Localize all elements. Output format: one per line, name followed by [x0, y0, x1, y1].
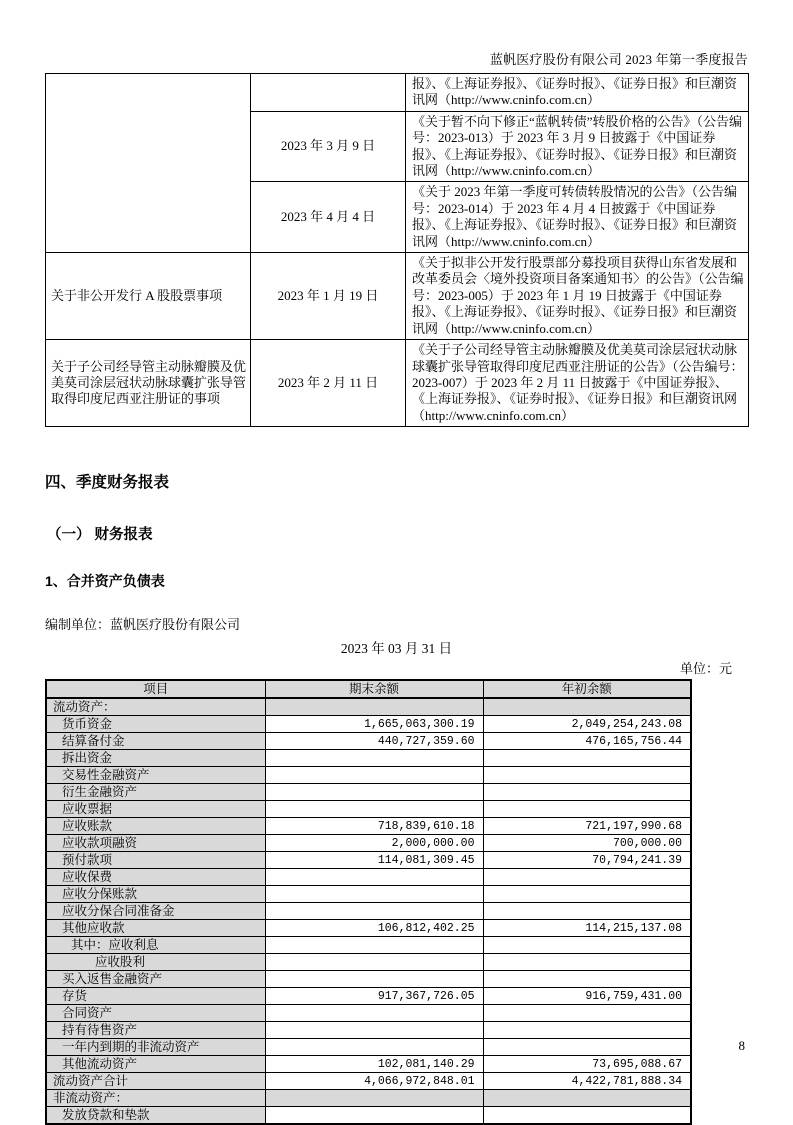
beginning-balance-cell: 721,197,990.68 — [483, 818, 691, 835]
ending-balance-cell: 102,081,140.29 — [265, 1056, 483, 1073]
announcement-date-cell — [251, 74, 406, 112]
beginning-balance-cell — [483, 784, 691, 801]
announcement-row — [46, 253, 749, 340]
item-label-cell: 衍生金融资产 — [46, 784, 265, 801]
announcement-row — [46, 74, 749, 112]
balance-sheet-table — [45, 679, 692, 1125]
beginning-balance-cell: 73,695,088.67 — [483, 1056, 691, 1073]
ending-balance-cell — [265, 954, 483, 971]
beginning-balance-cell: 4,422,781,888.34 — [483, 1073, 691, 1090]
item-label-cell: 应收款项融资 — [46, 835, 265, 852]
item-label-cell: 结算备付金 — [46, 733, 265, 750]
announcement-date-cell: 2023 年 3 月 9 日 — [251, 111, 406, 182]
beginning-balance-cell — [483, 767, 691, 784]
balance-sheet-row — [46, 920, 691, 937]
beginning-balance-cell — [483, 903, 691, 920]
beginning-balance-cell: 916,759,431.00 — [483, 988, 691, 1005]
item-label-cell: 应收股利 — [46, 954, 265, 971]
beginning-balance-cell — [483, 1039, 691, 1056]
balance-sheet-row — [46, 903, 691, 920]
balance-sheet-row — [46, 869, 691, 886]
balance-sheet-row — [46, 818, 691, 835]
item-label-cell: 非流动资产： — [46, 1090, 265, 1107]
balance-sheet-row — [46, 698, 691, 716]
item-label-cell: 其中：应收利息 — [46, 937, 265, 954]
balance-sheet-row — [46, 1073, 691, 1090]
announcement-desc-cell: 报》、《上海证券报》、《证券时报》、《证券日报》和巨潮资讯网（http://www.cninfo.com.cn） — [406, 74, 749, 112]
balance-sheet-header-row — [46, 680, 691, 698]
announcement-date-cell: 2023 年 4 月 4 日 — [251, 182, 406, 253]
unit-label: 单位：元 — [679, 661, 732, 677]
beginning-balance-cell — [483, 1090, 691, 1107]
page-number: 8 — [738, 1038, 745, 1053]
beginning-balance-cell — [483, 954, 691, 971]
beginning-balance-cell: 2,049,254,243.08 — [483, 716, 691, 733]
balance-sheet-row — [46, 1022, 691, 1039]
item-label-cell: 应收票据 — [46, 801, 265, 818]
balance-sheet-row — [46, 784, 691, 801]
announcements-table — [45, 73, 749, 427]
ending-balance-cell — [265, 1039, 483, 1056]
item-label-cell: 买入返售金融资产 — [46, 971, 265, 988]
statement-date: 2023 年 03 月 31 日 — [340, 641, 453, 657]
beginning-balance-cell — [483, 1022, 691, 1039]
announcement-desc-cell: 《关于子公司经导管主动脉瓣膜及优美莫司涂层冠状动脉球囊扩张导管取得印度尼西亚注册证的公告》（公告编号：2023-007）于 2023 年 2 月 11 日披露于《中国证券报》、《上海证券报》、《证券时报》、《证券日报》和巨潮资讯网（http://www.cninfo.com.cn） — [406, 340, 749, 427]
ending-balance-cell — [265, 698, 483, 716]
prepared-by-line: 编制单位：蓝帆医疗股份有限公司 — [45, 617, 241, 633]
balance-sheet-row — [46, 1056, 691, 1073]
ending-balance-cell — [265, 784, 483, 801]
item-label-cell: 应收分保合同准备金 — [46, 903, 265, 920]
column-header-beginning-balance: 年初余额 — [483, 680, 691, 698]
announcement-desc-cell: 《关于拟非公开发行股票部分募投项目获得山东省发展和改革委员会〈境外投资项目备案通知书〉的公告》（公告编号：2023-005）于 2023 年 1 月 19 日披露于《中国证券报》、《上海证券报》、《证券时报》、《证券日报》和巨潮资讯网（http://www.cninfo.com.cn） — [406, 253, 749, 340]
beginning-balance-cell — [483, 1005, 691, 1022]
balance-sheet-row — [46, 767, 691, 784]
item-label-cell: 存货 — [46, 988, 265, 1005]
ending-balance-cell — [265, 801, 483, 818]
ending-balance-cell — [265, 1005, 483, 1022]
ending-balance-cell — [265, 903, 483, 920]
balance-sheet-row — [46, 835, 691, 852]
item-label-cell: 应收保费 — [46, 869, 265, 886]
beginning-balance-cell: 114,215,137.08 — [483, 920, 691, 937]
ending-balance-cell — [265, 937, 483, 954]
announcement-desc-cell: 《关于 2023 年第一季度可转债转股情况的公告》（公告编号：2023-014）于 2023 年 4 月 4 日披露于《中国证券报》、《上海证券报》、《证券时报》、《证券日报》和巨潮资讯网（http://www.cninfo.com.cn） — [406, 182, 749, 253]
document-header-title: 蓝帆医疗股份有限公司 2023 年第一季度报告 — [489, 52, 748, 67]
balance-sheet-row — [46, 1090, 691, 1107]
ending-balance-cell: 106,812,402.25 — [265, 920, 483, 937]
item-label-cell: 交易性金融资产 — [46, 767, 265, 784]
balance-sheet-row — [46, 733, 691, 750]
ending-balance-cell — [265, 750, 483, 767]
item-label-cell: 流动资产合计 — [46, 1073, 265, 1090]
ending-balance-cell: 440,727,359.60 — [265, 733, 483, 750]
item-label-cell: 持有待售资产 — [46, 1022, 265, 1039]
column-header-ending-balance: 期末余额 — [265, 680, 483, 698]
ending-balance-cell: 114,081,309.45 — [265, 852, 483, 869]
column-header-item: 项目 — [46, 680, 265, 698]
beginning-balance-cell — [483, 886, 691, 903]
balance-sheet-row — [46, 801, 691, 818]
ending-balance-cell — [265, 1022, 483, 1039]
balance-sheet-row — [46, 750, 691, 767]
beginning-balance-cell — [483, 869, 691, 886]
balance-sheet-row — [46, 716, 691, 733]
balance-sheet-row — [46, 1039, 691, 1056]
balance-sheet-row — [46, 971, 691, 988]
announcement-date-cell: 2023 年 2 月 11 日 — [251, 340, 406, 427]
item-label-cell: 合同资产 — [46, 1005, 265, 1022]
item-label-cell: 发放贷款和垫款 — [46, 1107, 265, 1125]
ending-balance-cell — [265, 767, 483, 784]
ending-balance-cell: 2,000,000.00 — [265, 835, 483, 852]
beginning-balance-cell — [483, 937, 691, 954]
item-label-cell: 流动资产： — [46, 698, 265, 716]
beginning-balance-cell — [483, 801, 691, 818]
balance-sheet-row — [46, 988, 691, 1005]
announcement-row — [46, 340, 749, 427]
item-label-cell: 其他应收款 — [46, 920, 265, 937]
ending-balance-cell — [265, 886, 483, 903]
announcement-date-cell: 2023 年 1 月 19 日 — [251, 253, 406, 340]
announcement-item-cell: 关于子公司经导管主动脉瓣膜及优美莫司涂层冠状动脉球囊扩张导管取得印度尼西亚注册证的事项 — [46, 340, 251, 427]
ending-balance-cell — [265, 971, 483, 988]
ending-balance-cell: 917,367,726.05 — [265, 988, 483, 1005]
item-label-cell: 预付款项 — [46, 852, 265, 869]
beginning-balance-cell: 700,000.00 — [483, 835, 691, 852]
ending-balance-cell: 4,066,972,848.01 — [265, 1073, 483, 1090]
ending-balance-cell — [265, 869, 483, 886]
ending-balance-cell: 1,665,063,300.19 — [265, 716, 483, 733]
beginning-balance-cell: 70,794,241.39 — [483, 852, 691, 869]
statement-heading-consolidated-balance-sheet: 1、合并资产负债表 — [45, 573, 165, 590]
balance-sheet-row — [46, 937, 691, 954]
item-label-cell: 拆出资金 — [46, 750, 265, 767]
subsection-heading-financial-statements: （一） 财务报表 — [47, 527, 153, 544]
beginning-balance-cell — [483, 971, 691, 988]
balance-sheet-row — [46, 852, 691, 869]
announcement-item-cell: 关于非公开发行 A 股股票事项 — [46, 253, 251, 340]
announcement-item-cell — [46, 74, 251, 253]
item-label-cell: 应收账款 — [46, 818, 265, 835]
item-label-cell: 货币资金 — [46, 716, 265, 733]
item-label-cell: 其他流动资产 — [46, 1056, 265, 1073]
beginning-balance-cell: 476,165,756.44 — [483, 733, 691, 750]
item-label-cell: 一年内到期的非流动资产 — [46, 1039, 265, 1056]
item-label-cell: 应收分保账款 — [46, 886, 265, 903]
balance-sheet-row — [46, 1005, 691, 1022]
section-heading-quarterly-statements: 四、季度财务报表 — [45, 474, 170, 492]
ending-balance-cell: 718,839,610.18 — [265, 818, 483, 835]
beginning-balance-cell — [483, 750, 691, 767]
ending-balance-cell — [265, 1090, 483, 1107]
announcement-desc-cell: 《关于暂不向下修正“蓝帆转债”转股价格的公告》（公告编号：2023-013）于 2023 年 3 月 9 日披露于《中国证券报》、《上海证券报》、《证券时报》、《证券日报》和巨潮资讯网（http://www.cninfo.com.cn） — [406, 111, 749, 182]
balance-sheet-row — [46, 954, 691, 971]
balance-sheet-row — [46, 886, 691, 903]
beginning-balance-cell — [483, 698, 691, 716]
